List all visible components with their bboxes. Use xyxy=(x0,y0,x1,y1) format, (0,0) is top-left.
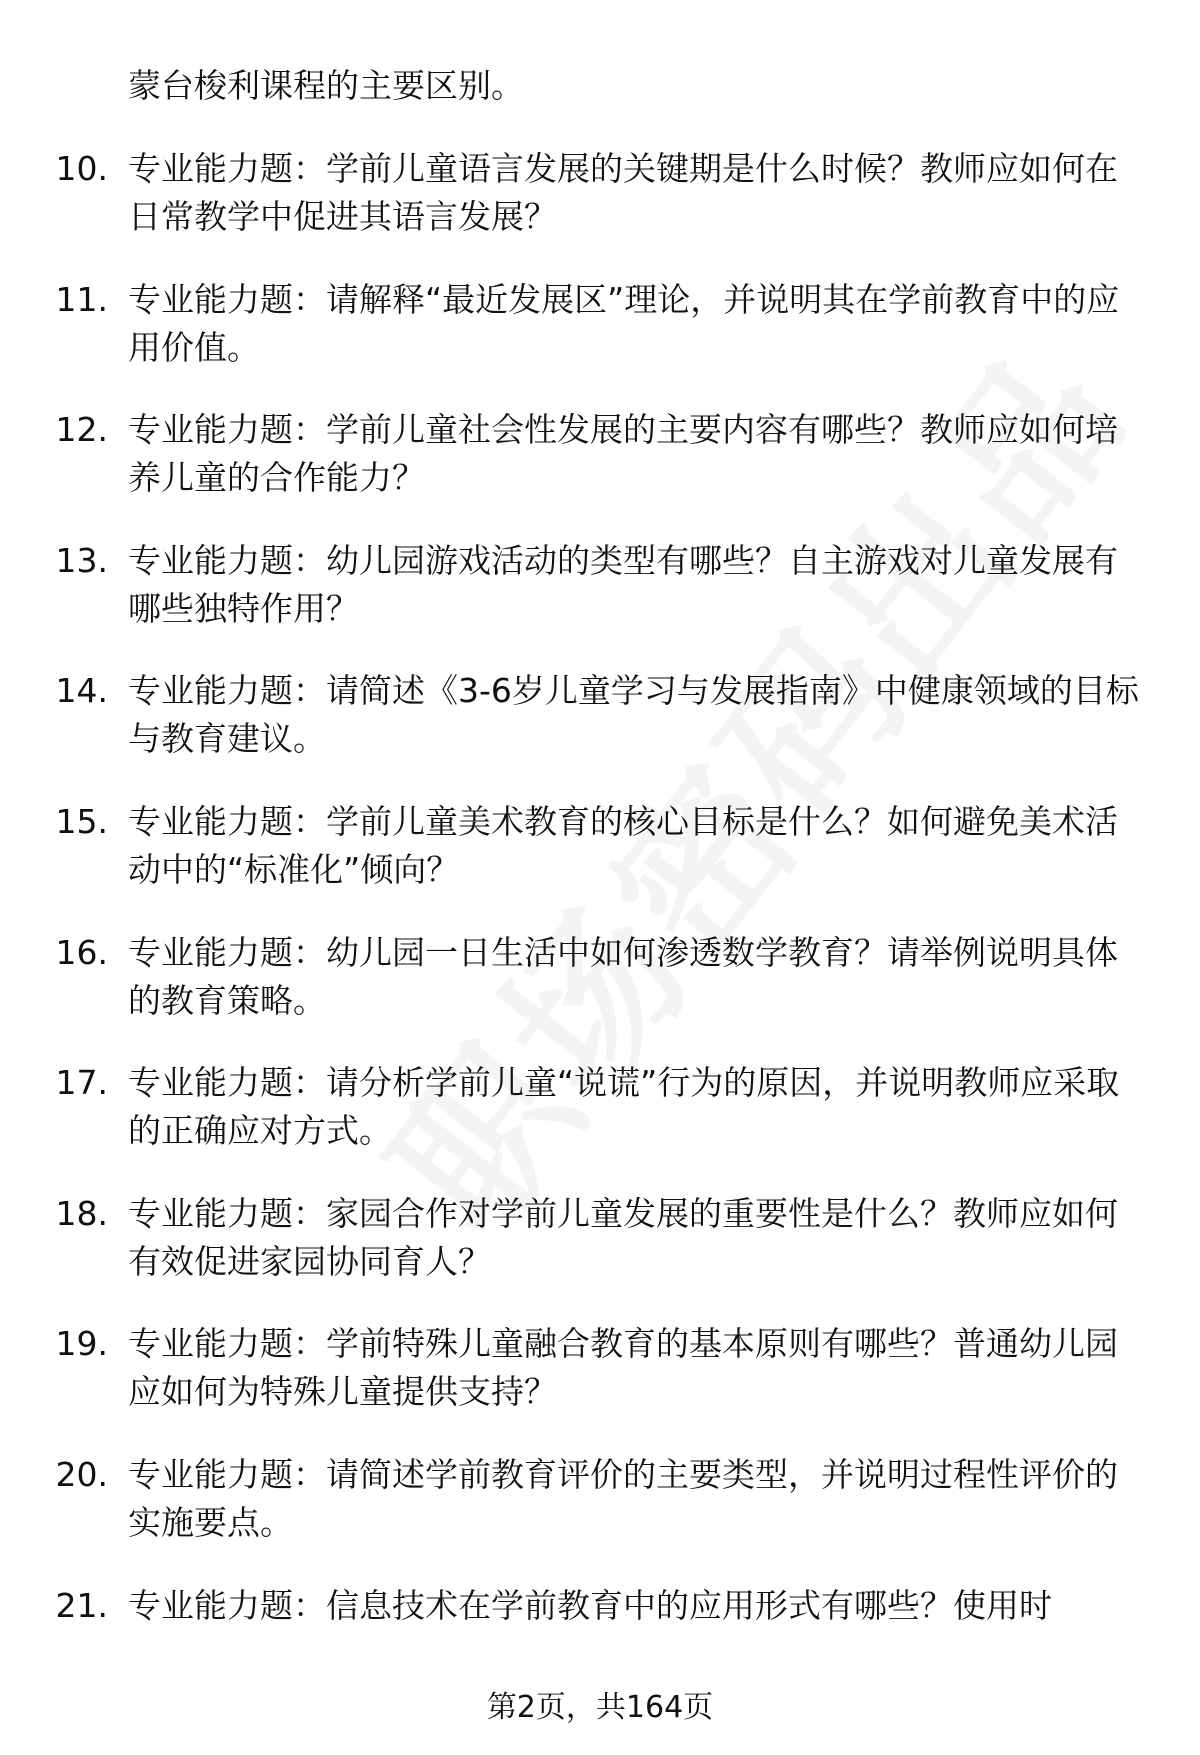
question-text: 专业能力题：请解释“最近发展区”理论，并说明其在学前教育中的应用价值。 xyxy=(128,279,1120,367)
question-item xyxy=(0,798,1200,929)
question-item xyxy=(0,929,1200,1060)
question-number: 12. xyxy=(55,410,108,450)
page-footer: 第2页，共164页 xyxy=(486,1690,714,1725)
question-number: 14. xyxy=(55,671,108,711)
question-list xyxy=(0,145,1200,1712)
question-number: 10. xyxy=(55,149,108,188)
question-item xyxy=(0,667,1200,798)
question-text: 专业能力题：学前儿童美术教育的核心目标是什么？如何避免美术活动中的“标准化”倾向？ xyxy=(128,801,1118,889)
question-number: 19. xyxy=(55,1324,108,1364)
question-number: 16. xyxy=(55,932,108,972)
question-text: 专业能力题：请简述学前教育评价的主要类型，并说明过程性评价的实施要点。 xyxy=(128,1454,1118,1542)
question-number: 20. xyxy=(55,1454,108,1494)
question-text: 专业能力题：请分析学前儿童“说谎”行为的原因，并说明教师应采取的正确应对方式。 xyxy=(128,1063,1120,1151)
question-number: 13. xyxy=(55,540,108,580)
question-text: 专业能力题：家园合作对学前儿童发展的重要性是什么？教师应如何有效促进家园协同育人？ xyxy=(128,1193,1118,1281)
question-number: 18. xyxy=(55,1193,108,1233)
question-item xyxy=(0,276,1200,407)
question-item xyxy=(0,1059,1200,1190)
question-number: 21. xyxy=(55,1585,108,1625)
question-text: 专业能力题：请简述《3-6岁儿童学习与发展指南》中健康领域的目标与教育建议。 xyxy=(128,671,1139,759)
question-item xyxy=(0,537,1200,668)
question-text: 专业能力题：信息技术在学前教育中的应用形式有哪些？使用时 xyxy=(128,1585,1052,1625)
question-item xyxy=(0,1451,1200,1582)
question-item xyxy=(0,1190,1200,1321)
question-text: 专业能力题：学前特殊儿童融合教育的基本原则有哪些？普通幼儿园应如何为特殊儿童提供支持？ xyxy=(128,1324,1118,1412)
question-text: 专业能力题：幼儿园一日生活中如何渗透数学教育？请举例说明具体的教育策略。 xyxy=(128,932,1118,1020)
question-text: 专业能力题：学前儿童社会性发展的主要内容有哪些？教师应如何培养儿童的合作能力？ xyxy=(128,410,1118,498)
question-item xyxy=(0,406,1200,537)
question-text: 专业能力题：学前儿童语言发展的关键期是什么时候？教师应如何在日常教学中促进其语言发展？ xyxy=(128,149,1118,236)
question-item xyxy=(0,1320,1200,1451)
question-number: 11. xyxy=(55,279,108,319)
question-number: 17. xyxy=(55,1063,108,1103)
question-item xyxy=(0,145,1200,276)
question-text: 专业能力题：幼儿园游戏活动的类型有哪些？自主游戏对儿童发展有哪些独特作用？ xyxy=(128,540,1118,628)
question-number: 15. xyxy=(55,801,108,841)
continuation-text: 蒙台梭利课程的主要区别。 xyxy=(128,66,524,105)
